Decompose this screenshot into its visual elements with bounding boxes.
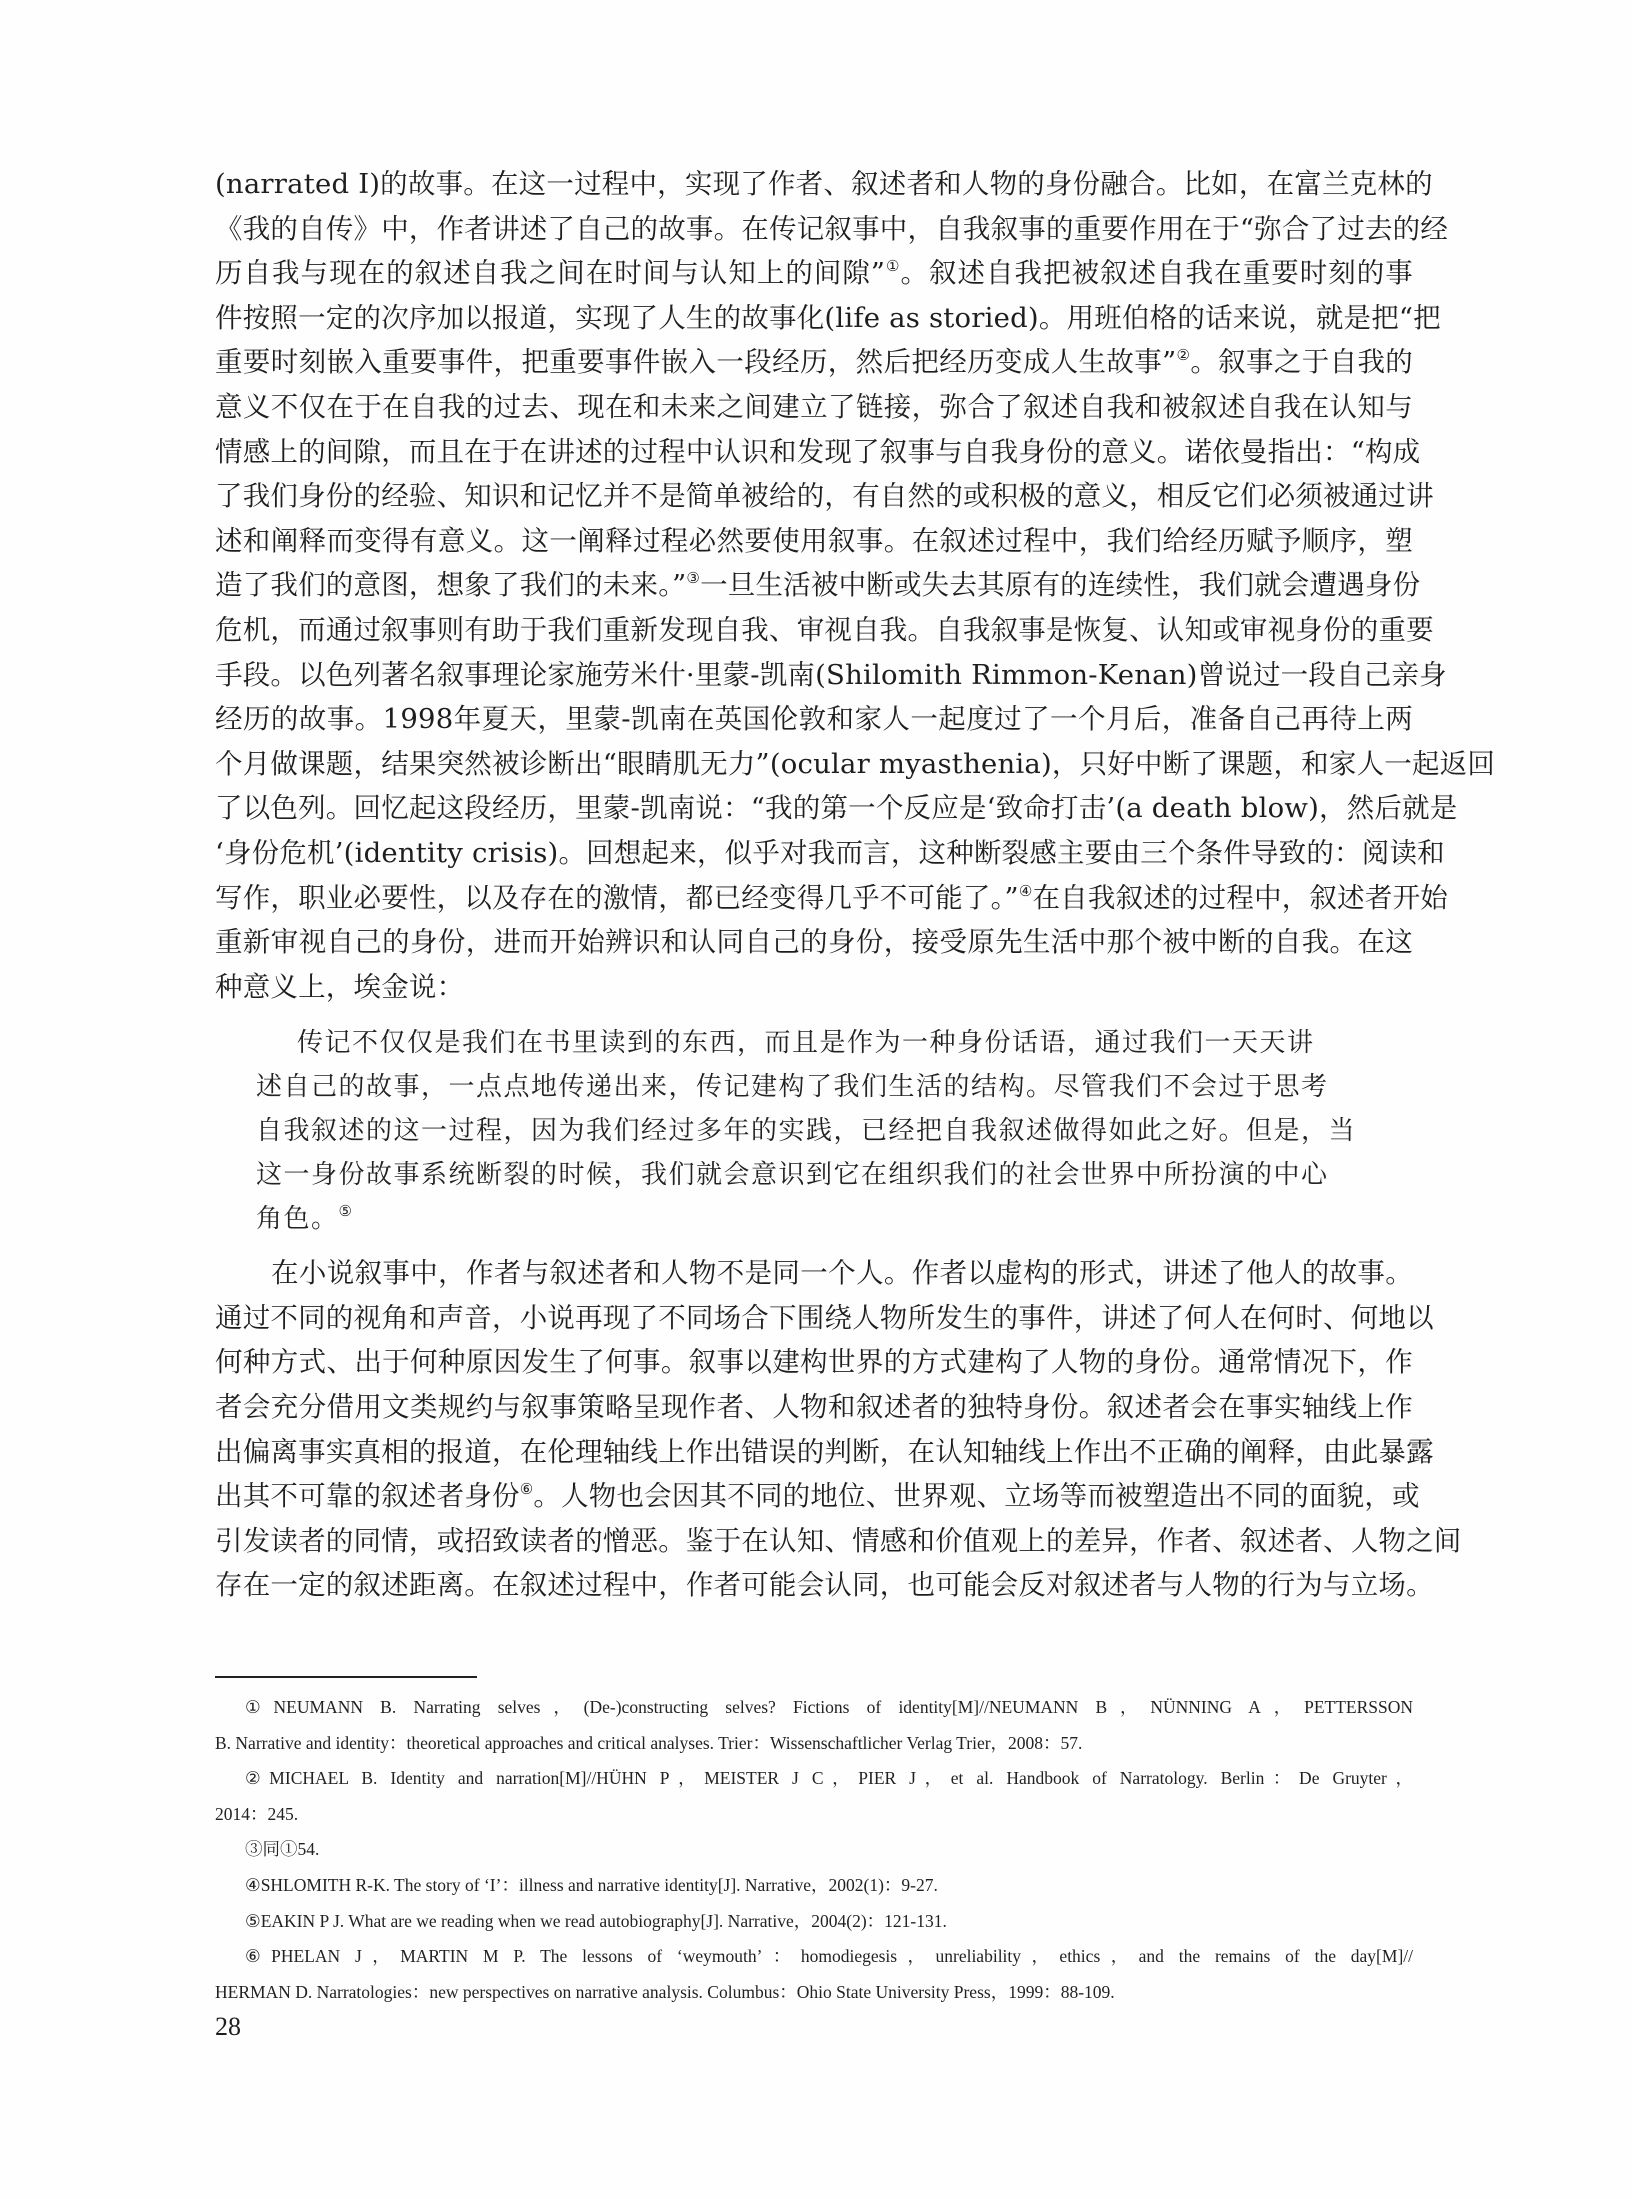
text-line: 出偏离事实真相的报道，在伦理轴线上作出错误的判断，在认知轴线上作出不正确的阐释，由此暴露 (215, 1435, 1434, 1468)
text-line: 件按照一定的次序加以报道，实现了人生的故事化(life as storied)。用班伯格的话来说，就是把“把 (215, 301, 1441, 334)
footnote-reference[interactable]: ② (1176, 346, 1191, 365)
footnote-item (215, 1868, 1413, 1904)
text-line: 出其不可靠的叙述者身份⑥。人物也会因其不同的地位、世界观、立场等而被塑造出不同的面貌，或 (215, 1480, 1420, 1513)
text-line: 种意义上，埃金说： (215, 970, 465, 1003)
text-line: 者会充分借用文类规约与叙事策略呈现作者、人物和叙述者的独特身份。叙述者会在事实轴线上作 (215, 1391, 1413, 1424)
quote-line: 传记不仅仅是我们在书里读到的东西，而且是作为一种身份话语，通过我们一天天讲 (297, 1028, 1315, 1059)
footnote-reference[interactable]: ⑥ (519, 1480, 534, 1499)
footnote-reference[interactable]: ① (885, 257, 901, 276)
footnote-item (215, 1690, 1413, 1761)
text-line: 引发读者的同情，或招致读者的憎恶。鉴于在认知、情感和价值观上的差异，作者、叙述者、人物之间 (215, 1524, 1462, 1557)
text-line: 存在一定的叙述距离。在叙述过程中，作者可能会认同，也可能会反对叙述者与人物的行为与立场。 (215, 1569, 1434, 1602)
text-line: 意义不仅在于在自我的过去、现在和未来之间建立了链接，弥合了叙述自我和被叙述自我在认知与 (215, 390, 1413, 423)
footnote-line: ②MICHAEL B. Identity and narration[M]//HÜHN P，MEISTER J C，PIER J，et al. Handbook of Narratology. Berlin：De Gruyter， (245, 1768, 1413, 1789)
footnote-line: ③同①54. (245, 1839, 320, 1860)
text-line: 写作，职业必要性，以及存在的激情，都已经变得几乎不可能了。”④在自我叙述的过程中，叙述者开始 (215, 881, 1448, 914)
text-line: 了我们身份的经验、知识和记忆并不是简单被给的，有自然的或积极的意义，相反它们必须被通过讲 (215, 480, 1434, 513)
text-line: (narrated I)的故事。在这一过程中，实现了作者、叙述者和人物的身份融合。比如，在富兰克林的 (215, 168, 1433, 200)
quote-line: 角色。⑤ (256, 1202, 354, 1235)
footnote-reference[interactable]: ④ (1018, 881, 1033, 900)
paragraph-fiction-narrative (215, 1251, 1462, 1608)
text-line: 情感上的间隙，而且在于在讲述的过程中认识和发现了叙事与自我身份的意义。诺依曼指出：“构成 (215, 435, 1421, 468)
footnote-line: ⑤EAKIN P J. What are we reading when we read autobiography[J]. Narrative，2004(2)：121-131. (245, 1910, 947, 1931)
footnotes (215, 1690, 1413, 2010)
footnote-item (215, 1761, 1413, 1832)
text-line: 危机，而通过叙事则有助于我们重新发现自我、审视自我。自我叙事是恢复、认知或审视身份的重要 (215, 613, 1434, 646)
main-text (215, 162, 1496, 1608)
footnote-separator (215, 1676, 477, 1678)
text-line: 通过不同的视角和声音，小说再现了不同场合下围绕人物所发生的事件，讲述了何人在何时、何地以 (215, 1301, 1434, 1334)
text-line: 历自我与现在的叙述自我之间在时间与认知上的间隙”①。叙述自我把被叙述自我在重要时刻的事 (215, 257, 1413, 290)
paragraph-autobiographical-narrative (215, 162, 1496, 1009)
page-number: 28 (215, 2012, 241, 2041)
footnote-item (215, 1832, 1413, 1868)
quote-line: 这一身份故事系统断裂的时候，我们就会意识到它在组织我们的社会世界中所扮演的中心 (256, 1160, 1329, 1191)
text-line: ‘身份危机’(identity crisis)。回想起来，似乎对我而言，这种断裂感主要由三个条件导致的：阅读和 (215, 836, 1445, 869)
text-line: 述和阐释而变得有意义。这一阐释过程必然要使用叙事。在叙述过程中，我们给经历赋予顺序，塑 (215, 524, 1413, 557)
footnote-item (215, 1904, 1413, 1940)
text-line: 经历的故事。1998年夏天，里蒙-凯南在英国伦敦和家人一起度过了一个月后，准备自己再待上两 (215, 703, 1413, 736)
footnote-line: ④SHLOMITH R-K. The story of ‘I’：illness and narrative identity[J]. Narrative，2002(1)：9-27. (245, 1874, 938, 1895)
footnote-line: ⑥PHELAN J，MARTIN M P. The lessons of ‘weymouth’：homodiegesis，unreliability，ethics，and the remains of the day[M]// (245, 1946, 1413, 1967)
quote-line: 述自己的故事，一点点地传递出来，传记建构了我们生活的结构。尽管我们不会过于思考 (256, 1072, 1329, 1103)
block-quote-eakin (215, 1021, 1413, 1241)
quote-line: 自我叙述的这一过程，因为我们经过多年的实践，已经把自我叙述做得如此之好。但是，当 (256, 1116, 1357, 1147)
footnote-line: 2014：245. (215, 1803, 299, 1824)
text-line: 了以色列。回忆起这段经历，里蒙-凯南说：“我的第一个反应是‘致命打击’(a death blow)，然后就是 (215, 792, 1458, 825)
footnote-item (215, 1939, 1413, 2010)
text-line: 重要时刻嵌入重要事件，把重要事件嵌入一段经历，然后把经历变成人生故事”②。叙事之于自我的 (215, 346, 1413, 379)
footnote-line: ①NEUMANN B. Narrating selves，(De-)constructing selves? Fictions of identity[M]//NEUMANN B，NÜNNING A，PETTERSSON (245, 1697, 1413, 1717)
text-line: 《我的自传》中，作者讲述了自己的故事。在传记叙事中，自我叙事的重要作用在于“弥合了过去的经 (215, 212, 1449, 245)
text-line: 在小说叙事中，作者与叙述者和人物不是同一个人。作者以虚构的形式，讲述了他人的故事。 (271, 1257, 1413, 1290)
text-line: 重新审视自己的身份，进而开始辨识和认同自己的身份，接受原先生活中那个被中断的自我。在这 (215, 926, 1413, 959)
footnote-reference[interactable]: ③ (686, 569, 701, 588)
text-line: 何种方式、出于何种原因发生了何事。叙事以建构世界的方式建构了人物的身份。通常情况下，作 (215, 1346, 1413, 1379)
footnote-line: B. Narrative and identity：theoretical approaches and critical analyses. Trier：Wissenschaftlicher Verlag Trier，2008：57. (215, 1732, 1083, 1753)
text-line: 造了我们的意图，想象了我们的未来。”③一旦生活被中断或失去其原有的连续性，我们就会遭遇身份 (215, 569, 1421, 602)
footnote-line: HERMAN D. Narratologies：new perspectives on narrative analysis. Columbus：Ohio State University Press，1999：88-109. (215, 1981, 1115, 2002)
text-line: 个月做课题，结果突然被诊断出“眼睛肌无力”(ocular myasthenia)，只好中断了课题，和家人一起返回 (215, 747, 1496, 780)
text-line: 手段。以色列著名叙事理论家施劳米什·里蒙-凯南(Shilomith Rimmon-Kenan)曾说过一段自己亲身 (215, 658, 1447, 691)
footnote-reference[interactable]: ⑤ (338, 1202, 354, 1221)
